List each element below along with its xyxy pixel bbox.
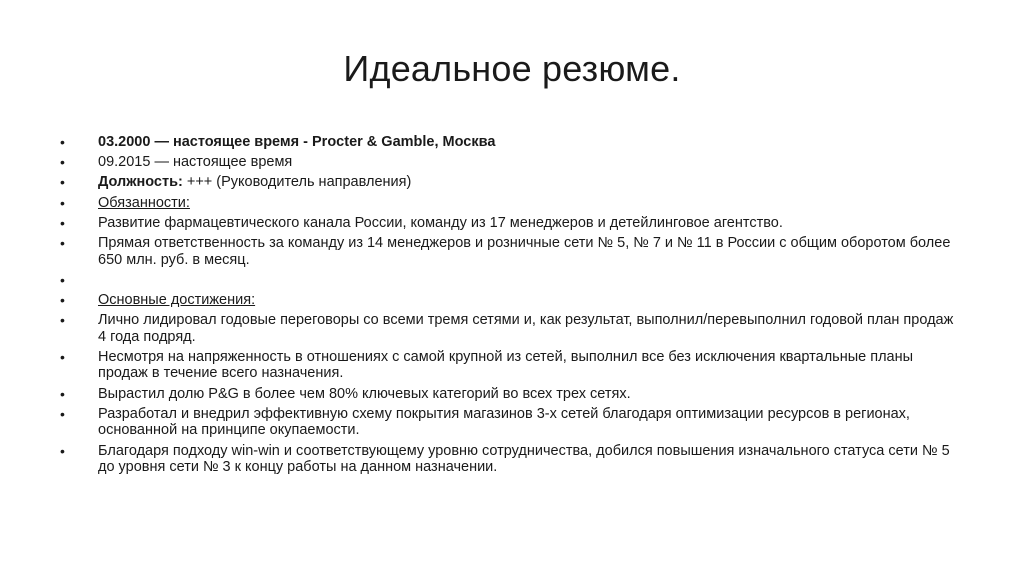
bullet-item [60, 174, 960, 191]
bullet-text: Вырастил долю P&G в более чем 80% ключевых категорий во всех трех сетях. [98, 385, 631, 402]
bullet-item [60, 292, 960, 309]
bullet-text: Лично лидировал годовые переговоры со всеми тремя сетями и, как результат, выполнил/перевыполнил годовой план продаж 4 года подряд. [98, 312, 954, 345]
bullet-dot-icon: • [60, 385, 65, 402]
bullet-list [60, 134, 960, 479]
bullet-dot-icon: • [60, 291, 65, 308]
bullet-dot-icon: • [60, 405, 65, 422]
bullet-item [60, 312, 960, 345]
bullet-item [60, 134, 960, 151]
bullet-text: Основные достижения: [98, 291, 256, 308]
bullet-label: Должность: [98, 174, 183, 191]
slide-title: Идеальное резюме. [343, 48, 681, 89]
bullet-text: +++ (Руководитель направления) [182, 174, 412, 191]
bullet-item [60, 235, 960, 268]
bullet-dot-icon: • [60, 348, 65, 365]
bullet-item [60, 443, 960, 476]
bullet-item [60, 272, 960, 289]
bullet-text: Обязанности: [98, 194, 190, 211]
bullet-text: Развитие фармацевтического канала России, команду из 17 менеджеров и детейлинговое агентство. [98, 214, 783, 231]
bullet-text: 09.2015 — настоящее время [98, 154, 293, 171]
bullet-item [60, 349, 960, 382]
bullet-dot-icon: • [60, 214, 65, 231]
bullet-text: Разработал и внедрил эффективную схему покрытия магазинов 3-х сетей благодаря оптимизации ресурсов в регионах, основанной на принципе окупаемости. [98, 405, 910, 439]
bullet-dot-icon: • [60, 154, 65, 171]
bullet-dot-icon: • [60, 442, 65, 459]
bullet-dot-icon: • [60, 174, 65, 191]
bullet-text: Несмотря на напряженность в отношениях с самой крупной из сетей, выполнил все без исключения квартальные планы продаж в течение всего назначения. [98, 348, 914, 382]
bullet-text: 03.2000 — настоящее время - Procter & Gamble, Москва [98, 134, 496, 150]
bullet-item [60, 215, 960, 232]
bullet-dot-icon: • [60, 271, 65, 288]
bullet-text: Прямая ответственность за команду из 14 менеджеров и розничные сети № 5, № 7 и № 11 в России с общим оборотом более 650 млн. руб. в месяц. [98, 234, 951, 268]
bullet-item [60, 154, 960, 171]
bullet-dot-icon: • [60, 312, 65, 329]
bullet-text: Благодаря подходу win-win и соответствующему уровню сотрудничества, добился повышения изначального статуса сети № 5 до уровня сети № 3 к концу работы на данном назначении. [98, 442, 950, 476]
bullet-item [60, 386, 960, 403]
bullet-dot-icon: • [60, 234, 65, 251]
bullet-dot-icon: • [60, 194, 65, 211]
bullet-item [60, 195, 960, 212]
bullet-item [60, 406, 960, 439]
bullet-dot-icon: • [60, 134, 65, 150]
